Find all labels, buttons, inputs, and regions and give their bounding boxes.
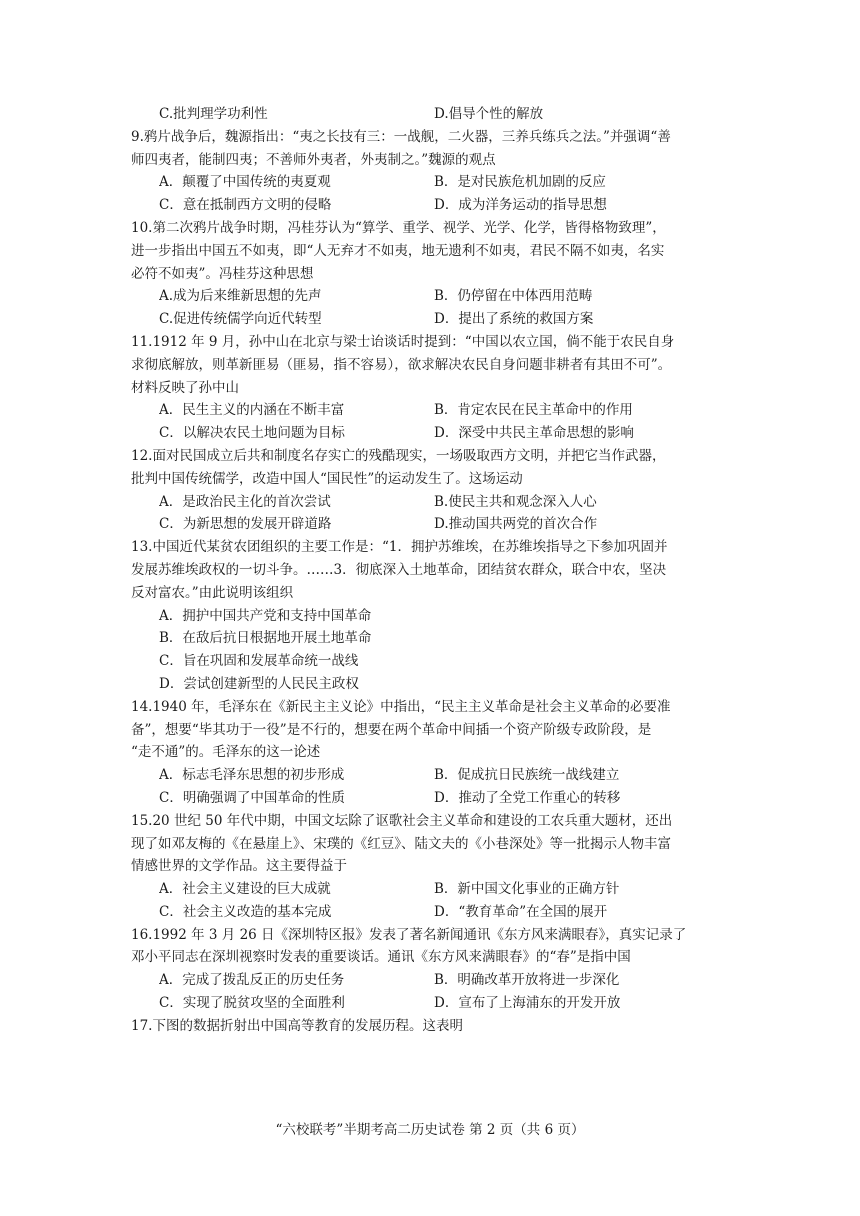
options-cd	[131, 422, 741, 445]
option-a: A．民生主义的内涵在不断丰富	[159, 402, 345, 419]
q8-option-d: D.倡导个性的解放	[434, 106, 544, 122]
question-stem-line: 11.1912 年 9 月，孙中山在北京与梁士诒谈话时提到：“中国以农立国，倘不能于农民自身	[131, 333, 675, 350]
option-c: C．社会主义改造的基本完成	[159, 903, 332, 920]
question-stem-line: 进一步指出中国五不如夷，即“人无弃才不如夷，地无遗利不如夷，君民不隔不如夷，名实	[131, 242, 665, 259]
option-b: B．肯定农民在民主革命中的作用	[434, 402, 633, 419]
question-stem-line: 15.20 世纪 50 年代中期，中国文坛除了讴歌社会主义革命和建设的工农兵重大题材，还出	[131, 812, 673, 829]
option-c: C.促进传统儒学向近代转型	[159, 311, 322, 328]
option-a: A．是政治民主化的首次尝试	[159, 493, 331, 510]
question-12	[131, 445, 741, 536]
question-stem-line: 备”，想要“毕其功于一役”是不行的，想要在两个革命中间插一个资产阶级专政阶段，是	[131, 721, 652, 738]
option-d: D．提出了系统的救国方案	[434, 311, 594, 328]
option-d: D．尝试创建新型的人民民主政权	[159, 675, 359, 692]
option-a: A．拥护中国共产党和支持中国革命	[159, 607, 372, 624]
options-ab	[131, 969, 741, 992]
question-10	[131, 217, 741, 331]
question-stem-line: 邓小平同志在深圳视察时发表的重要谈话。通讯《东方风来满眼春》的“春”是指中国	[131, 949, 631, 966]
question-9	[131, 126, 741, 217]
option-b: B.使民主共和观念深入人心	[434, 493, 597, 510]
options-ab	[131, 399, 741, 422]
question-13	[131, 536, 741, 696]
question-17	[131, 1015, 741, 1038]
options-cd	[131, 194, 741, 217]
question-stem-line: 情感世界的文学作品。这主要得益于	[131, 858, 347, 875]
option-b: B．仍停留在中体西用范畴	[434, 288, 593, 305]
options-cd	[131, 787, 741, 810]
question-stem-line: 9.鸦片战争后，魏源指出：“夷之长技有三：一战舰，二火器，三养兵练兵之法。”并强调“善	[131, 128, 671, 145]
page-footer: “六校联考”半期考高二历史试卷 第 2 页（共 6 页）	[275, 1122, 585, 1138]
option-d: D．成为洋务运动的指导思想	[434, 197, 607, 214]
option-b: B．在敌后抗日根据地开展土地革命	[159, 630, 372, 647]
q8-options-cd	[131, 103, 741, 126]
option-b: B．新中国文化事业的正确方针	[434, 881, 620, 898]
option-c: C．实现了脱贫攻坚的全面胜利	[159, 995, 345, 1012]
question-stem-line: 材料反映了孙中山	[131, 379, 239, 396]
question-stem-line: 求彻底解放，则革新匪易（匪易，指不容易），欲求解决农民自身问题非耕者有其田不可”。	[131, 356, 672, 373]
option-c: C．以解决农民土地问题为目标	[159, 425, 345, 442]
option-b: B．明确改革开放将进一步深化	[434, 972, 620, 989]
question-stem-line: 10.第二次鸦片战争时期，冯桂芬认为“算学、重学、视学、光学、化学，皆得格物致理”，	[131, 219, 666, 236]
option-d: D．宣布了上海浦东的开发开放	[434, 995, 621, 1012]
option-a: A．标志毛泽东思想的初步形成	[159, 767, 345, 784]
options-cd	[131, 513, 741, 536]
option-c: C．明确强调了中国革命的性质	[159, 789, 345, 806]
option-b: B．促成抗日民族统一战线建立	[434, 767, 620, 784]
option-d: D.推动国共两党的首次合作	[434, 516, 598, 533]
question-stem-line: 17.下图的数据折射出中国高等教育的发展历程。这表明	[131, 1017, 463, 1034]
option-a: A．完成了拨乱反正的历史任务	[159, 972, 345, 989]
question-stem-line: 必符不如夷”。冯桂芬这种思想	[131, 265, 314, 282]
option-a: A．社会主义建设的巨大成就	[159, 881, 331, 898]
options-ab	[131, 764, 741, 787]
options-ab	[131, 878, 741, 901]
options-cd	[131, 992, 741, 1015]
question-stem-line: 发展苏维埃政权的一切斗争。……3．彻底深入土地革命，团结贫农群众，联合中农，坚决	[131, 561, 667, 578]
q8-option-c: C.批判理学功利性	[159, 106, 268, 122]
question-11	[131, 331, 741, 445]
question-stem-line: 14.1940 年，毛泽东在《新民主主义论》中指出，“民主主义革命是社会主义革命的必要准	[131, 698, 671, 715]
option-a: A.成为后来维新思想的先声	[159, 288, 322, 305]
question-stem-line: 师四夷者，能制四夷；不善师外夷者，外夷制之。”魏源的观点	[131, 151, 496, 168]
question-14	[131, 696, 741, 810]
option-c: C．旨在巩固和发展革命统一战线	[159, 653, 359, 670]
options-ab	[131, 171, 741, 194]
question-stem-line: 反对富农。”由此说明该组织	[131, 584, 294, 601]
question-stem-line: “走不通”的。毛泽东的这一论述	[131, 744, 321, 761]
option-c: C．意在抵制西方文明的侵略	[159, 197, 332, 214]
question-stem-line: 现了如邓友梅的《在悬崖上》、宋璞的《红豆》、陆文夫的《小巷深处》等一批揭示人物丰富	[131, 835, 671, 852]
option-d: D．“教育革命”在全国的展开	[434, 903, 608, 920]
options-ab	[131, 491, 741, 514]
option-c: C．为新思想的发展开辟道路	[159, 516, 332, 533]
question-stem-line: 16.1992 年 3 月 26 日《深圳特区报》发表了著名新闻通讯《东方风来满眼春》，真实记录了	[131, 926, 687, 943]
options-ab	[131, 285, 741, 308]
exam-content	[131, 103, 741, 1038]
options-cd	[131, 308, 741, 331]
option-b: B．是对民族危机加剧的反应	[434, 174, 606, 191]
option-a: A．颠覆了中国传统的夷夏观	[159, 174, 331, 191]
question-16	[131, 924, 741, 1015]
options-cd	[131, 901, 741, 924]
question-stem-line: 13.中国近代某贫农团组织的主要工作是：“1．拥护苏维埃，在苏维埃指导之下参加巩固并	[131, 539, 668, 556]
option-d: D．推动了全党工作重心的转移	[434, 789, 621, 806]
question-stem-line: 批判中国传统儒学，改造中国人“国民性”的运动发生了。这场运动	[131, 470, 523, 487]
question-15	[131, 810, 741, 924]
option-d: D．深受中共民主革命思想的影响	[434, 425, 634, 442]
question-stem-line: 12.面对民国成立后共和制度名存实亡的残酷现实，一场吸取西方文明，并把它当作武器，	[131, 447, 666, 464]
